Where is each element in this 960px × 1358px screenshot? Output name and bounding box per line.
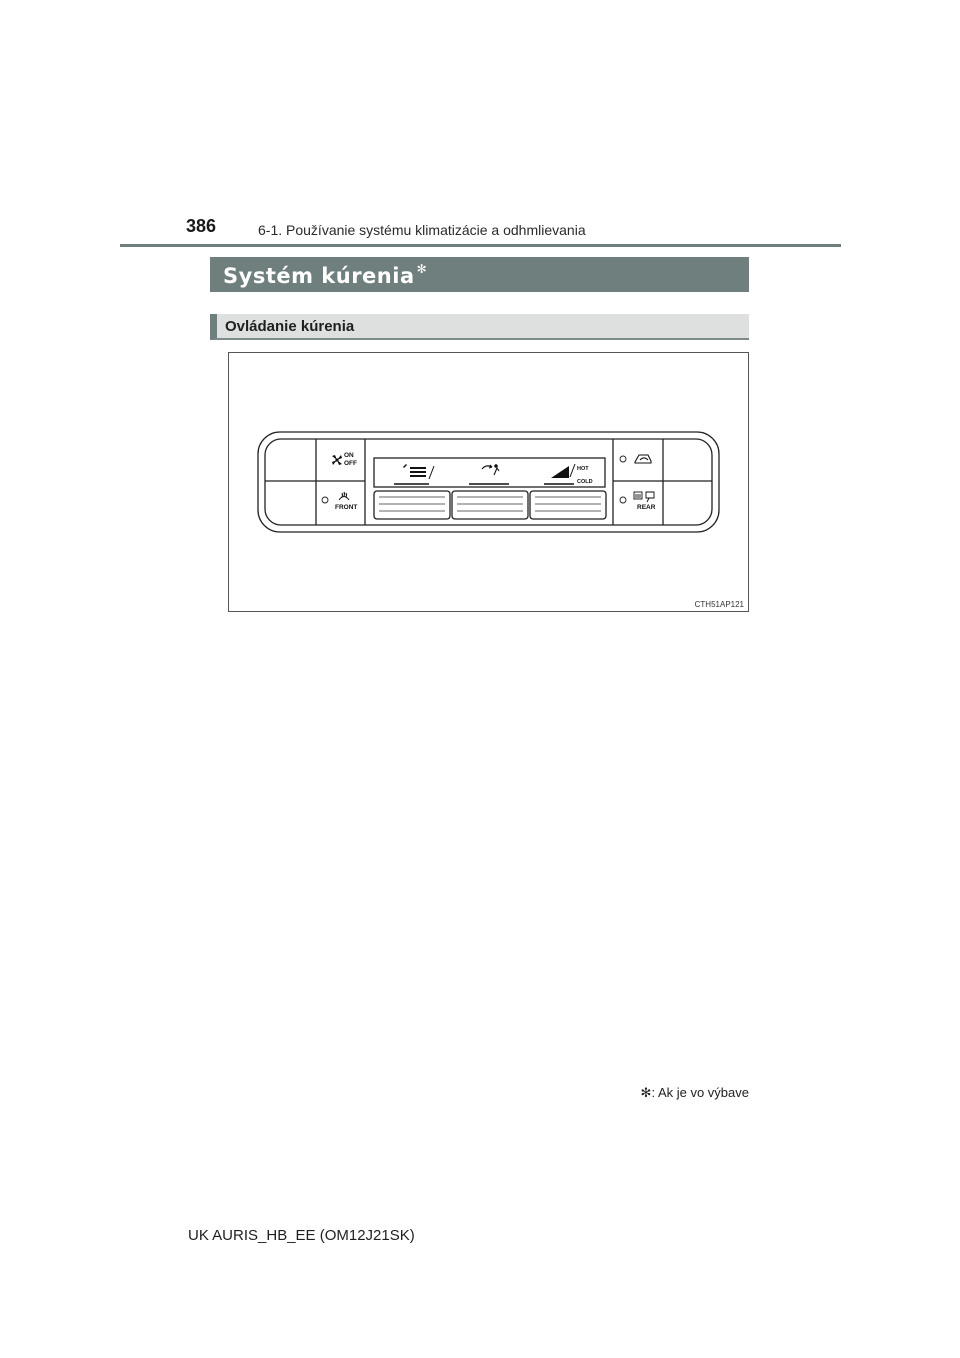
hot-label: HOT	[577, 466, 589, 472]
section-title-band	[210, 257, 749, 292]
panel-outer-frame	[258, 432, 719, 532]
rear-defogger-indicator	[620, 497, 626, 503]
vent-left	[374, 491, 450, 519]
front-label: FRONT	[335, 504, 358, 511]
recirculation-icon	[635, 455, 651, 463]
off-label: OFF	[344, 460, 357, 467]
heater-control-panel-figure	[228, 352, 749, 612]
on-label: ON	[344, 452, 354, 459]
page-number: 386	[186, 216, 217, 236]
running-title: 6-1. Používanie systému klimatizácie a odhmlievania	[258, 222, 586, 238]
panel-inner-frame	[265, 439, 712, 525]
display-window	[374, 458, 605, 487]
footnote-marker: ✻	[640, 1085, 652, 1100]
subsection-title: Ovládanie kúrenia	[210, 314, 749, 340]
temperature-icon	[551, 464, 575, 478]
rear-label: REAR	[637, 504, 656, 511]
heater-control-panel-illustration	[229, 353, 750, 613]
header-divider	[120, 244, 841, 247]
footnote	[641, 1085, 749, 1101]
document-id: UK AURIS_HB_EE (OM12J21SK)	[188, 1227, 415, 1244]
section-title: Systém kúrenia	[223, 264, 415, 288]
rear-defogger-icon	[634, 492, 642, 499]
fan-icon	[332, 455, 342, 465]
front-defroster-icon	[339, 492, 349, 500]
fan-speed-display	[403, 464, 434, 479]
cold-label: COLD	[577, 479, 593, 485]
vent-center	[452, 491, 528, 519]
recirculation-indicator	[620, 456, 626, 462]
footnote-text: : Ak je vo výbave	[651, 1085, 749, 1100]
airflow-mode-icon	[482, 465, 499, 475]
front-defroster-indicator	[322, 497, 328, 503]
figure-code: CTH51AP121	[694, 600, 744, 609]
mirror-heater-icon	[646, 492, 654, 502]
vent-right	[530, 491, 606, 519]
optional-equipment-marker: ✻	[416, 262, 428, 276]
